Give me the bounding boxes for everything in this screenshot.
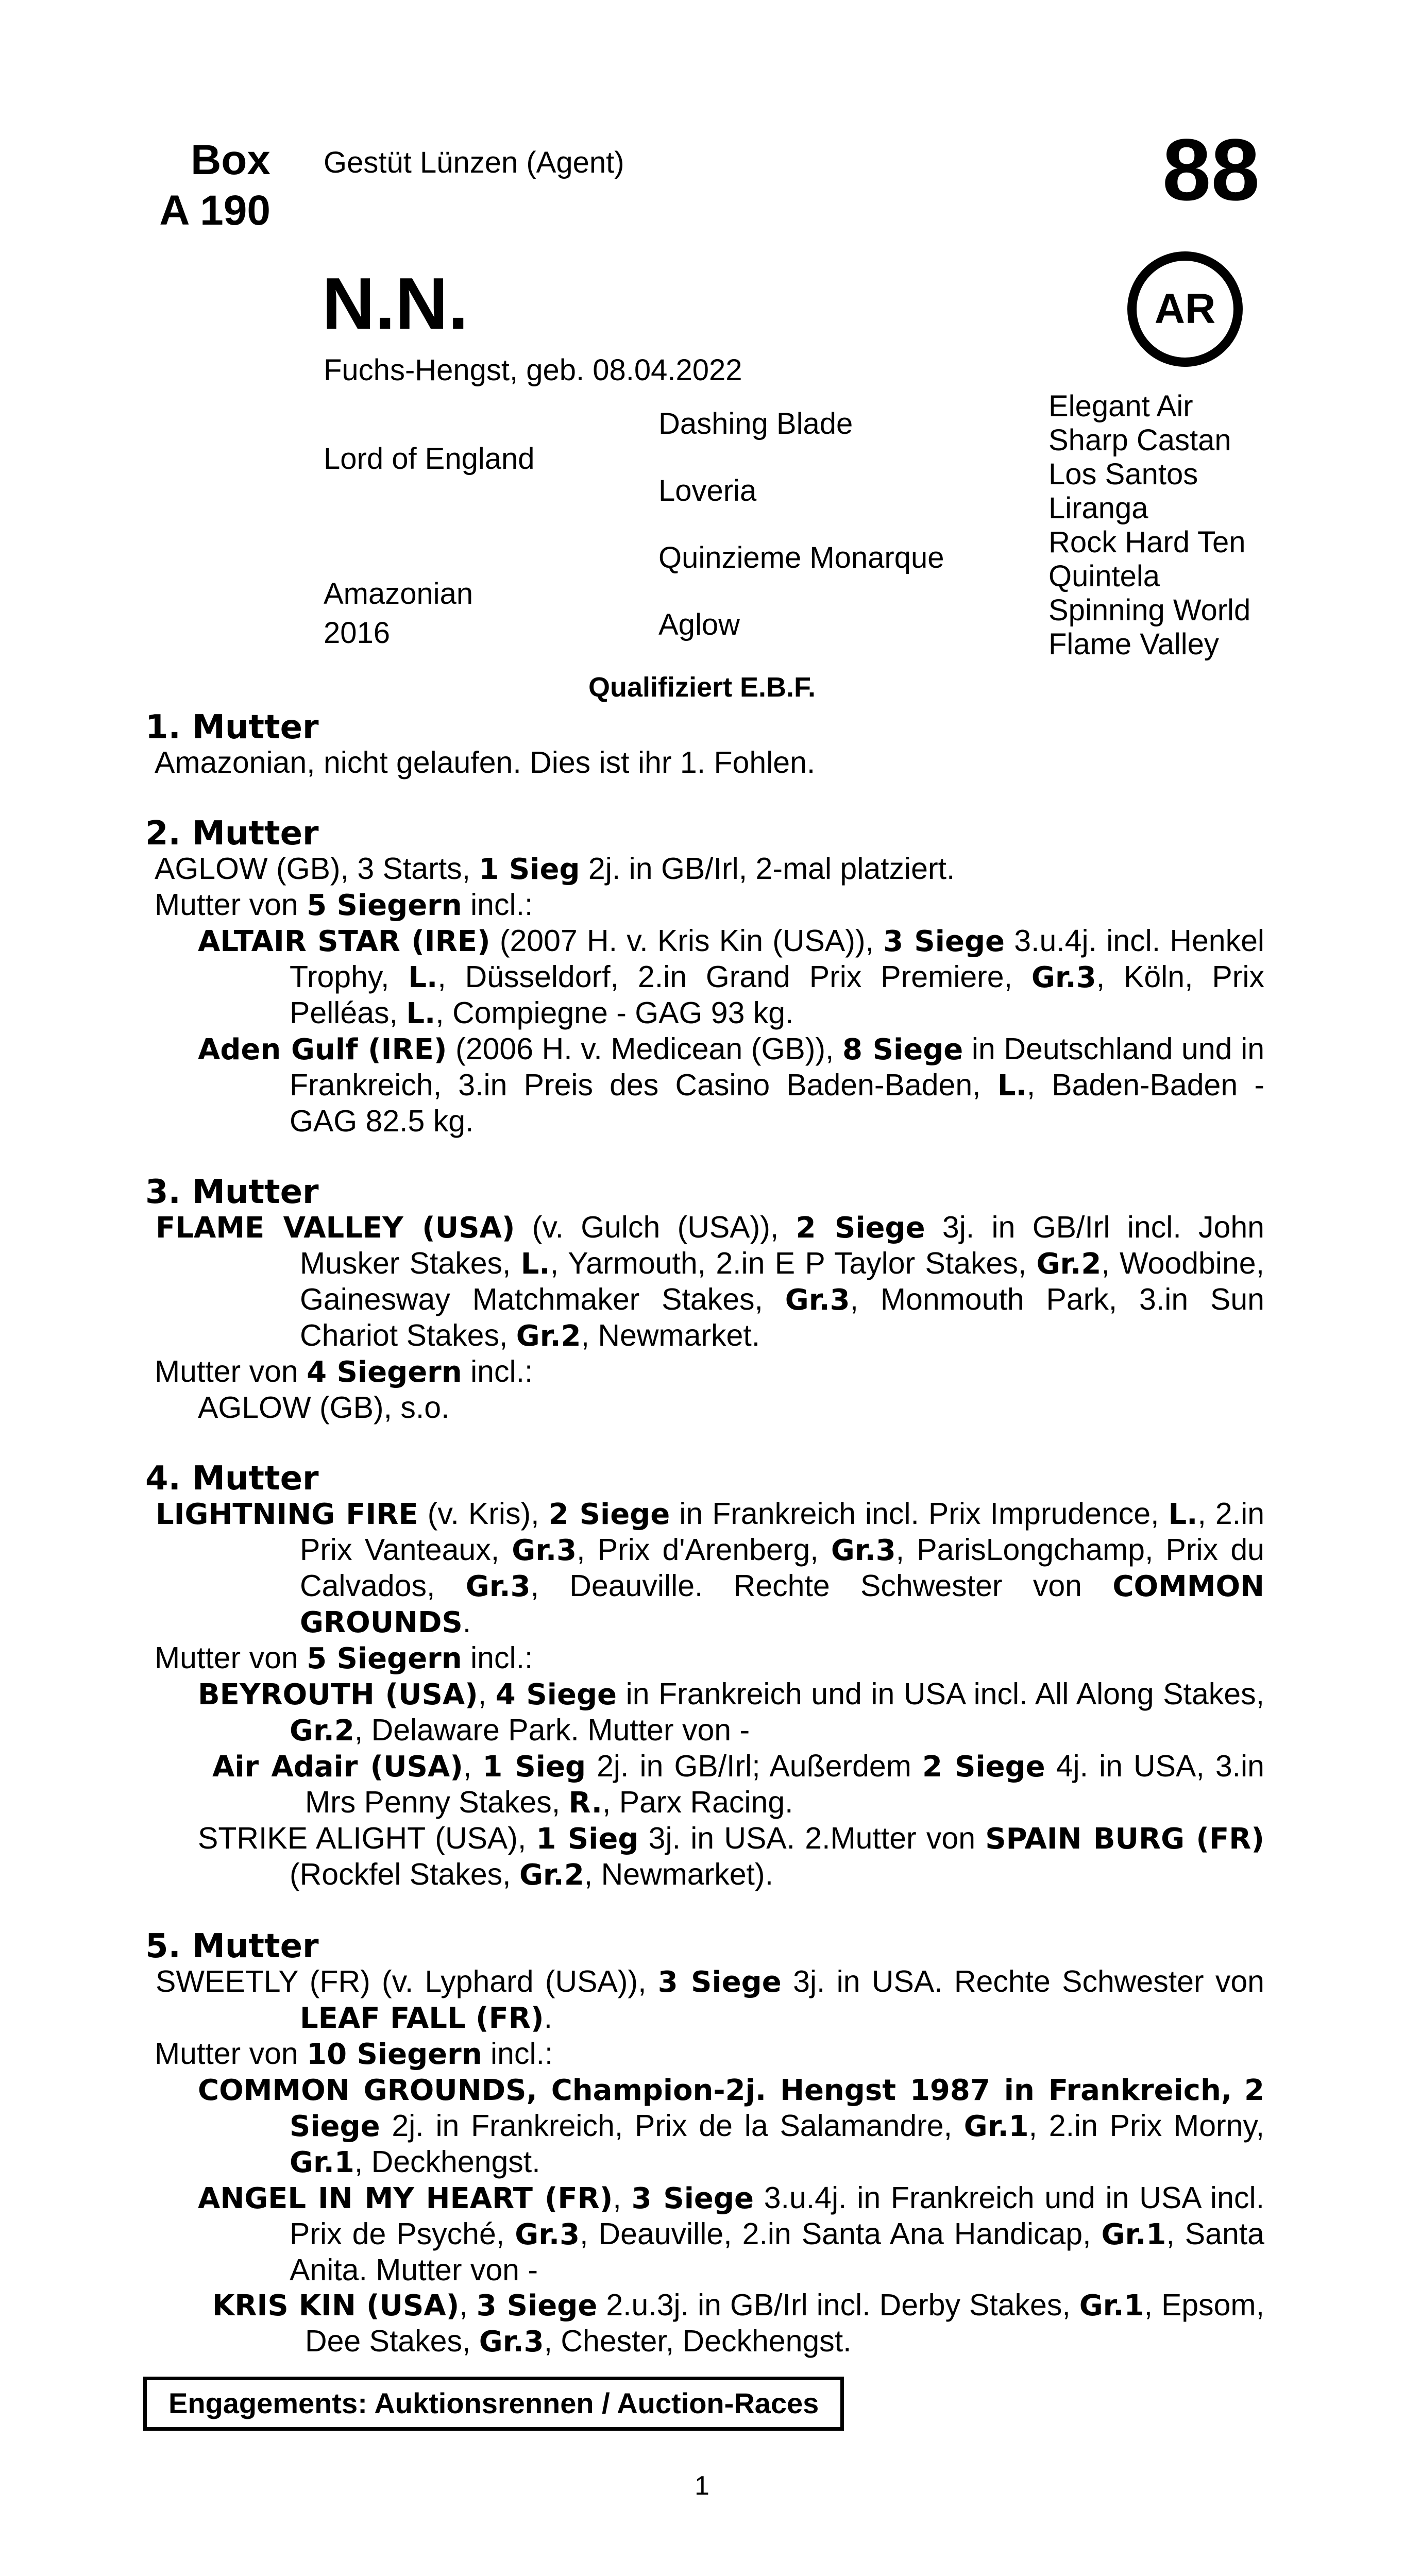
horse-name: N.N. — [322, 263, 468, 345]
box-word: Box — [191, 137, 270, 183]
dam-line-content — [145, 710, 1264, 2396]
section-first-dam — [145, 710, 1264, 780]
dam-record: FLAME VALLEY (USA) (v. Gulch (USA)), 2 Siege 3j. in GB/Irl incl. John Musker Stakes, L., Yarmouth, 2.in E P Taylor Stakes, Gr.2, Woodbine, Gainesway Matchmaker Stakes, Gr.3, Monmouth Park, 3.in Sun Chariot Stakes, Gr.2, Newmarket. — [156, 1210, 1264, 1353]
engagements-box: Engagements: Auktionsrennen / Auction-Races — [143, 2377, 844, 2431]
section-fifth-dam — [145, 1929, 1264, 2360]
section-third-dam — [145, 1175, 1264, 1425]
badge-label: AR — [1154, 285, 1216, 332]
pedigree-great-grandparent: Quintela — [1048, 560, 1160, 593]
pedigree-grandparent: Aglow — [658, 608, 740, 641]
pedigree-sire: Lord of England — [324, 442, 535, 476]
pedigree-great-grandparent: Elegant Air — [1048, 389, 1193, 423]
produce-entry: COMMON GROUNDS, Champion-2j. Hengst 1987 in Frankreich, 2 Siege 2j. in Frankreich, Prix de la Salamandre, Gr.1, 2.in Prix Morny, Gr.1, Deckhengst. — [198, 2074, 1264, 2179]
pedigree-grandparent: Quinzieme Monarque — [658, 541, 944, 574]
section-title: 5. Mutter — [145, 1927, 319, 1965]
lot-number: 88 — [1162, 121, 1260, 219]
pedigree-dam-year: 2016 — [324, 616, 391, 650]
pedigree-great-grandparent: Los Santos — [1048, 457, 1198, 491]
ar-badge-icon — [1127, 251, 1243, 367]
produce-entry: AGLOW (GB), s.o. — [198, 1391, 450, 1425]
box-label — [142, 135, 270, 236]
pedigree-grandparent: Loveria — [658, 474, 757, 507]
horse-info: Fuchs-Hengst, geb. 08.04.2022 — [324, 353, 742, 387]
pedigree-great-grandparent: Liranga — [1048, 492, 1148, 525]
box-number: A 190 — [159, 187, 270, 234]
produce-entry: Aden Gulf (IRE) (2006 H. v. Medicean (GB)), 8 Siege in Deutschland und in Frankreich, 3.in Preis des Casino Baden-Baden, L., Baden-Baden - GAG 82.5 kg. — [198, 1032, 1265, 1138]
section-title: 4. Mutter — [145, 1460, 319, 1498]
produce-summary: Mutter von 10 Siegern incl.: — [155, 2037, 553, 2071]
produce-entry: BEYROUTH (USA), 4 Siege in Frankreich und in USA incl. All Along Stakes, Gr.2, Delaware Park. Mutter von - — [198, 1677, 1264, 1748]
produce-entry: ANGEL IN MY HEART (FR), 3 Siege 3.u.4j. in Frankreich und in USA incl. Prix de Psyché, Gr.3, Deauville, 2.in Santa Ana Handicap, Gr.1, Santa Anita. Mutter von - — [198, 2181, 1264, 2287]
produce-summary: Mutter von 5 Siegern incl.: — [155, 888, 533, 922]
pedigree-great-grandparent: Spinning World — [1048, 594, 1251, 627]
first-dam-text: Amazonian, nicht gelaufen. Dies ist ihr 1. Fohlen. — [155, 745, 816, 779]
pedigree-great-grandparent: Flame Valley — [1048, 628, 1219, 661]
dam-record: AGLOW (GB), 3 Starts, 1 Sieg 2j. in GB/Irl, 2-mal platziert. — [155, 852, 955, 886]
section-title: 1. Mutter — [145, 708, 319, 747]
produce-entry: ALTAIR STAR (IRE) (2007 H. v. Kris Kin (USA)), 3 Siege 3.u.4j. incl. Henkel Trophy, L., Düsseldorf, 2.in Grand Prix Premiere, Gr.3, Köln, Prix Pelléas, L., Compiegne - GAG 93 kg. — [198, 924, 1264, 1030]
produce-sub-entry: KRIS KIN (USA), 3 Siege 2.u.3j. in GB/Irl incl. Derby Stakes, Gr.1, Epsom, Dee Stakes, Gr.3, Chester, Deckhengst. — [212, 2288, 1264, 2359]
produce-summary: Mutter von 4 Siegern incl.: — [155, 1354, 533, 1389]
dam-record: LIGHTNING FIRE (v. Kris), 2 Siege in Frankreich incl. Prix Imprudence, L., 2.in Prix Vanteaux, Gr.3, Prix d'Arenberg, Gr.3, ParisLongchamp, Prix du Calvados, Gr.3, Deauville. Rechte Schwester von COMMON GROUNDS. — [156, 1497, 1265, 1639]
qualification-note: Qualifiziert E.B.F. — [588, 672, 816, 703]
pedigree-great-grandparent: Rock Hard Ten — [1048, 526, 1246, 559]
dam-record: SWEETLY (FR) (v. Lyphard (USA)), 3 Siege 3j. in USA. Rechte Schwester von LEAF FALL (FR). — [156, 1964, 1264, 2035]
consignor-agent: Gestüt Lünzen (Agent) — [324, 146, 624, 179]
produce-sub-entry: Air Adair (USA), 1 Sieg 2j. in GB/Irl; Außerdem 2 Siege 4j. in USA, 3.in Mrs Penny Stakes, R., Parx Racing. — [212, 1749, 1264, 1820]
section-title: 3. Mutter — [145, 1173, 319, 1211]
page-number: 1 — [695, 2471, 709, 2501]
section-fourth-dam — [145, 1461, 1264, 1893]
pedigree-grandparent: Dashing Blade — [658, 407, 853, 440]
section-second-dam — [145, 816, 1264, 1139]
section-title: 2. Mutter — [145, 815, 319, 853]
produce-summary: Mutter von 5 Siegern incl.: — [155, 1641, 533, 1675]
pedigree-great-grandparent: Sharp Castan — [1048, 423, 1231, 457]
produce-entry: STRIKE ALIGHT (USA), 1 Sieg 3j. in USA. 2.Mutter von SPAIN BURG (FR) (Rockfel Stakes, Gr.2, Newmarket). — [198, 1821, 1264, 1892]
pedigree-dam: Amazonian — [324, 577, 473, 611]
